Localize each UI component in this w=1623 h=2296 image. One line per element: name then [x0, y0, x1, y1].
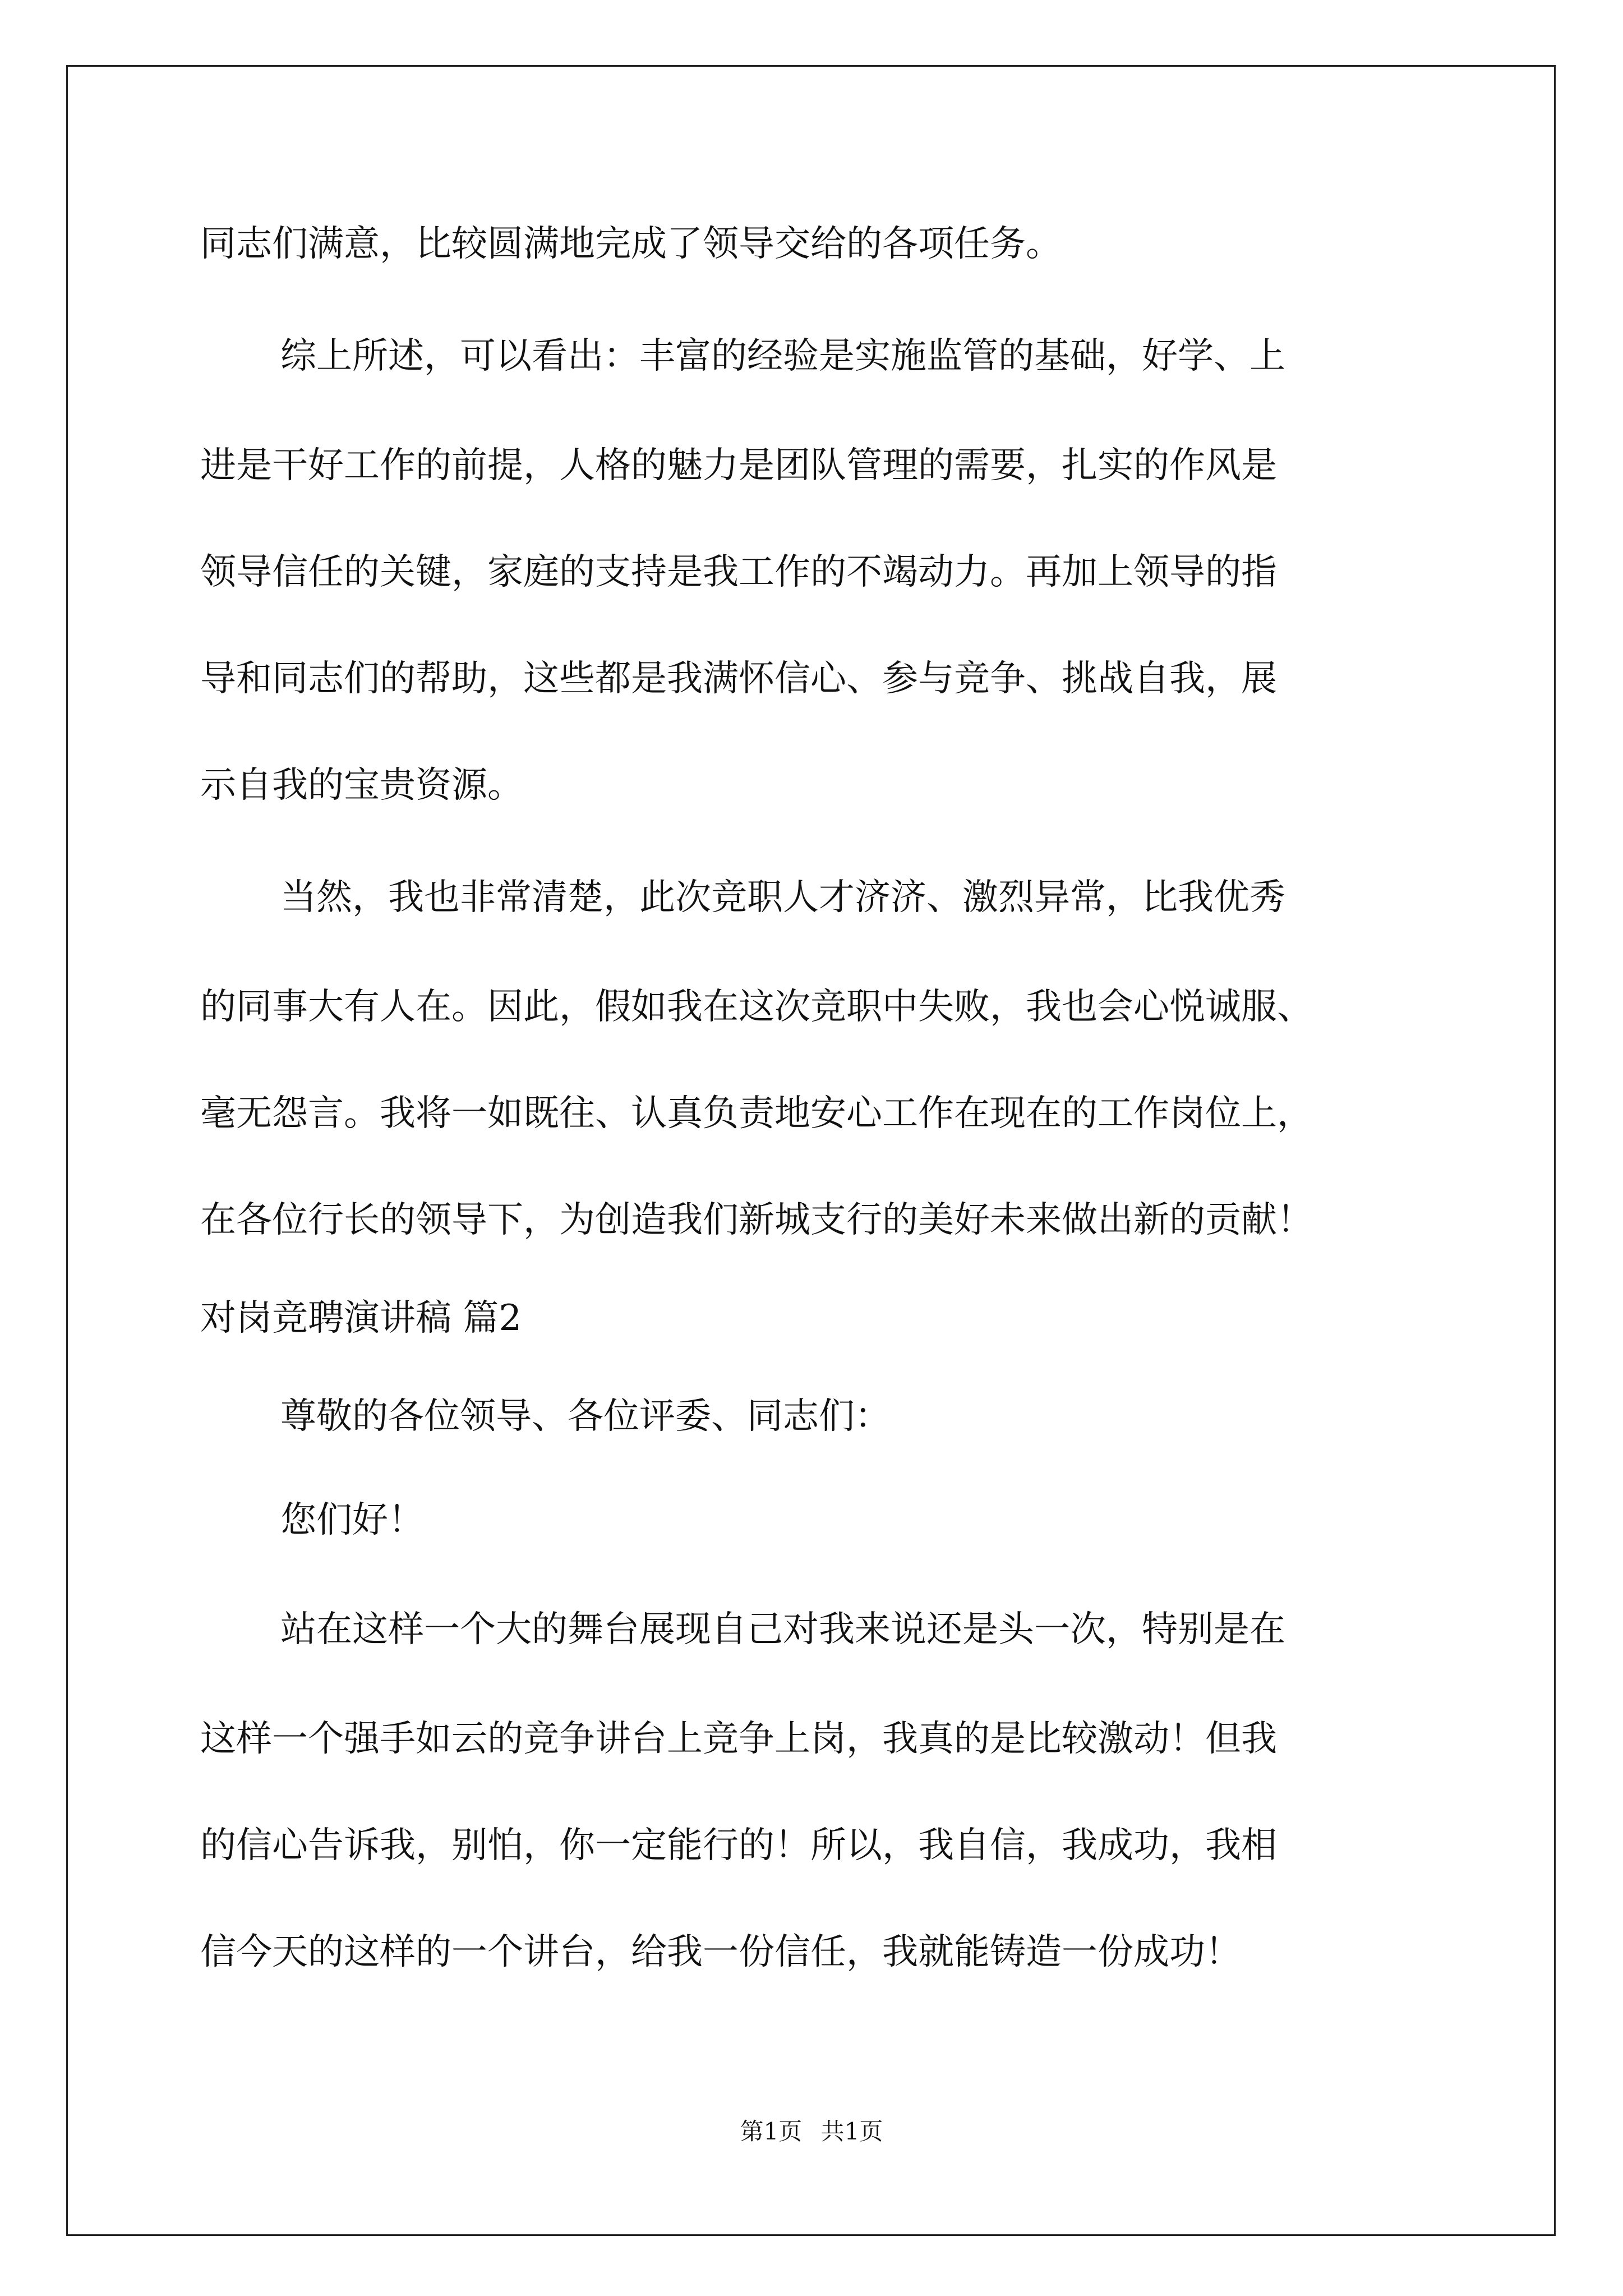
- paragraph-line: 领导信任的关键，家庭的支持是我工作的不竭动力。再加上领导的指: [200, 551, 1277, 593]
- paragraph-line: 这样一个强手如云的竞争讲台上竞争上岗，我真的是比较激动！但我: [200, 1718, 1277, 1760]
- paragraph-line: 综上所述，可以看出：丰富的经验是实施监管的基础，好学、上: [280, 335, 1285, 377]
- page-number-current: 第1页: [740, 2118, 803, 2145]
- paragraph-line: 的信心告诉我，别怕，你一定能行的！所以，我自信，我成功，我相: [200, 1825, 1277, 1866]
- paragraph-line: 的同事大有人在。因此，假如我在这次竞职中失败，我也会心悦诚服、: [200, 986, 1313, 1028]
- paragraph-line: 进是干好工作的前提，人格的魅力是团队管理的需要，扎实的作风是: [200, 445, 1277, 486]
- paragraph-line: 信今天的这样的一个讲台，给我一份信任，我就能铸造一份成功！: [200, 1931, 1241, 1973]
- salutation-line: 尊敬的各位领导、各位评委、同志们：: [280, 1396, 891, 1437]
- paragraph-line: 毫无怨言。我将一如既往、认真负责地安心工作在现在的工作岗位上，: [200, 1093, 1313, 1134]
- paragraph-line: 示自我的宝贵资源。: [200, 765, 523, 806]
- paragraph-line: 当然，我也非常清楚，此次竞职人才济济、激烈异常，比我优秀: [280, 877, 1285, 918]
- paragraph-line: 同志们满意，比较圆满地完成了领导交给的各项任务。: [200, 223, 1062, 265]
- page-number-total: 共1页: [820, 2118, 883, 2145]
- paragraph-line: 在各位行长的领导下，为创造我们新城支行的美好未来做出新的贡献！: [200, 1199, 1313, 1241]
- paragraph-line: 站在这样一个大的舞台展现自己对我来说还是头一次，特别是在: [280, 1609, 1285, 1650]
- page-border: [66, 65, 1556, 2236]
- paragraph-line: 导和同志们的帮助，这些都是我满怀信心、参与竞争、挑战自我，展: [200, 658, 1277, 700]
- section-heading: 对岗竞聘演讲稿 篇2: [200, 1297, 522, 1339]
- page-footer: [0, 2118, 1623, 2146]
- greeting-line: 您们好！: [280, 1499, 424, 1541]
